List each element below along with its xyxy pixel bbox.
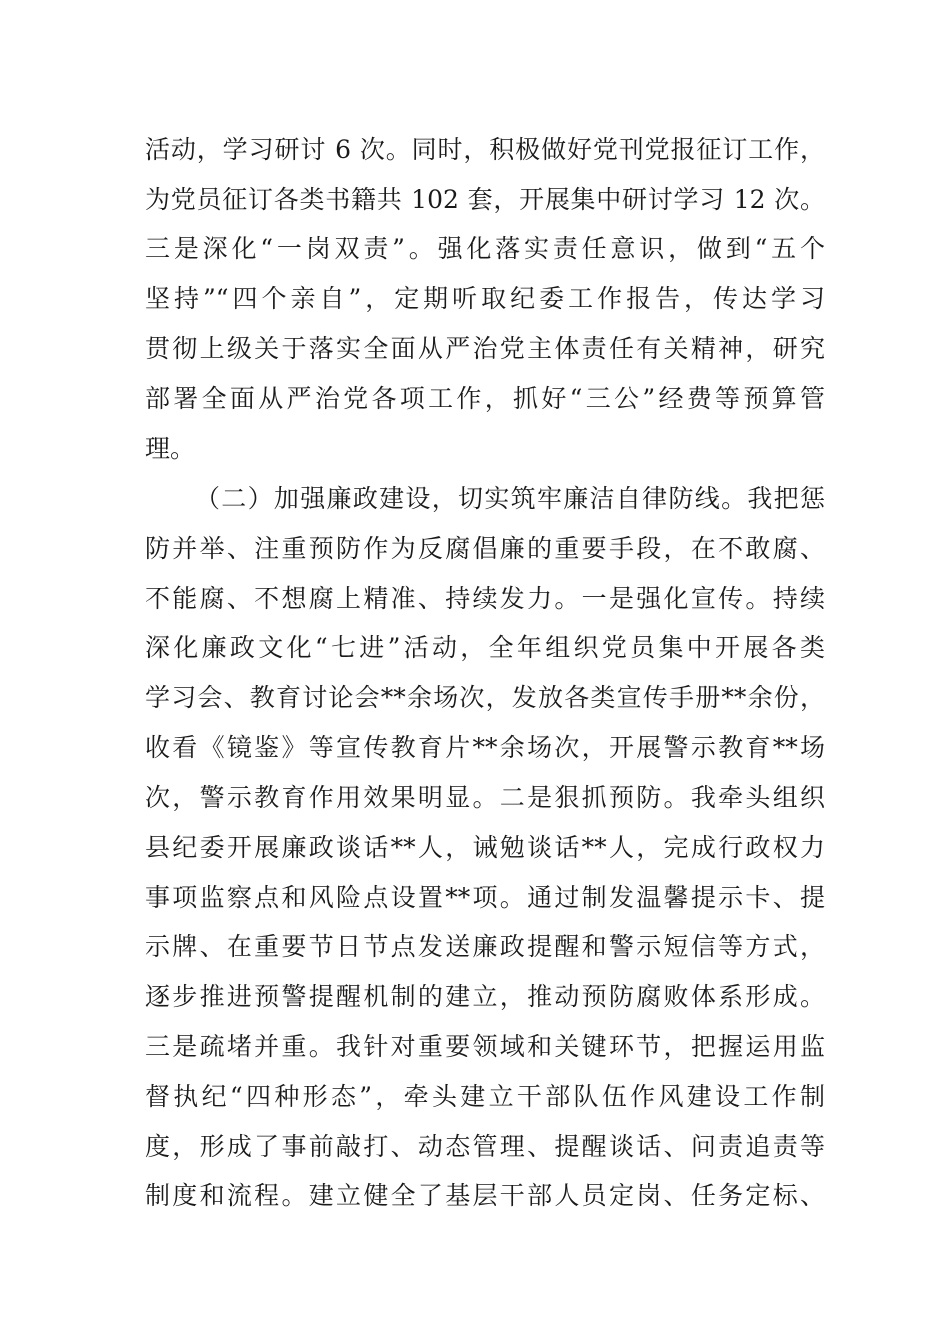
text-line: 事项监察点和风险点设置**项。通过制发温馨提示卡、提 bbox=[145, 883, 825, 912]
text-line: 县纪委开展廉政谈话**人，诫勉谈话**人，完成行政权力 bbox=[145, 833, 825, 862]
text-line: 制度和流程。建立健全了基层干部人员定岗、任务定标、 bbox=[145, 1181, 825, 1210]
text-line: 逐步推进预警提醒机制的建立，推动预防腐败体系形成。 bbox=[145, 982, 825, 1011]
text-line: 理。 bbox=[145, 434, 196, 463]
text-line: 示牌、在重要节日节点发送廉政提醒和警示短信等方式， bbox=[145, 932, 825, 961]
text-line: 不能腐、不想腐上精准、持续发力。一是强化宣传。持续 bbox=[145, 584, 825, 613]
text-line: 部署全面从严治党各项工作，抓好“三公”经费等预算管 bbox=[145, 384, 825, 413]
text-line: 为党员征订各类书籍共 102 套，开展集中研讨学习 12 次。 bbox=[145, 185, 825, 214]
text-line: 三是深化“一岗双责”。强化落实责任意识，做到“五个 bbox=[145, 234, 825, 263]
text-line: 深化廉政文化“七进”活动，全年组织党员集中开展各类 bbox=[145, 633, 825, 662]
text-line: 活动，学习研讨 6 次。同时，积极做好党刊党报征订工作， bbox=[145, 135, 825, 164]
text-line: 收看《镜鉴》等宣传教育片**余场次，开展警示教育**场 bbox=[145, 733, 825, 762]
text-line: 次，警示教育作用效果明显。二是狠抓预防。我牵头组织 bbox=[145, 783, 825, 812]
text-line: 度，形成了事前敲打、动态管理、提醒谈话、问责追责等 bbox=[145, 1132, 825, 1161]
section-heading-line: （二）加强廉政建设，切实筑牢廉洁自律防线。我把惩 bbox=[195, 484, 825, 513]
text-line: 防并举、注重预防作为反腐倡廉的重要手段，在不敢腐、 bbox=[145, 534, 825, 563]
text-line: 督执纪“四种形态”，牵头建立干部队伍作风建设工作制 bbox=[145, 1082, 825, 1111]
text-line: 坚持”“四个亲自”，定期听取纪委工作报告，传达学习 bbox=[145, 284, 825, 313]
text-line: 三是疏堵并重。我针对重要领域和关键环节，把握运用监 bbox=[145, 1032, 825, 1061]
text-line: 学习会、教育讨论会**余场次，发放各类宣传手册**余份， bbox=[145, 683, 825, 712]
text-line: 贯彻上级关于落实全面从严治党主体责任有关精神，研究 bbox=[145, 334, 825, 363]
